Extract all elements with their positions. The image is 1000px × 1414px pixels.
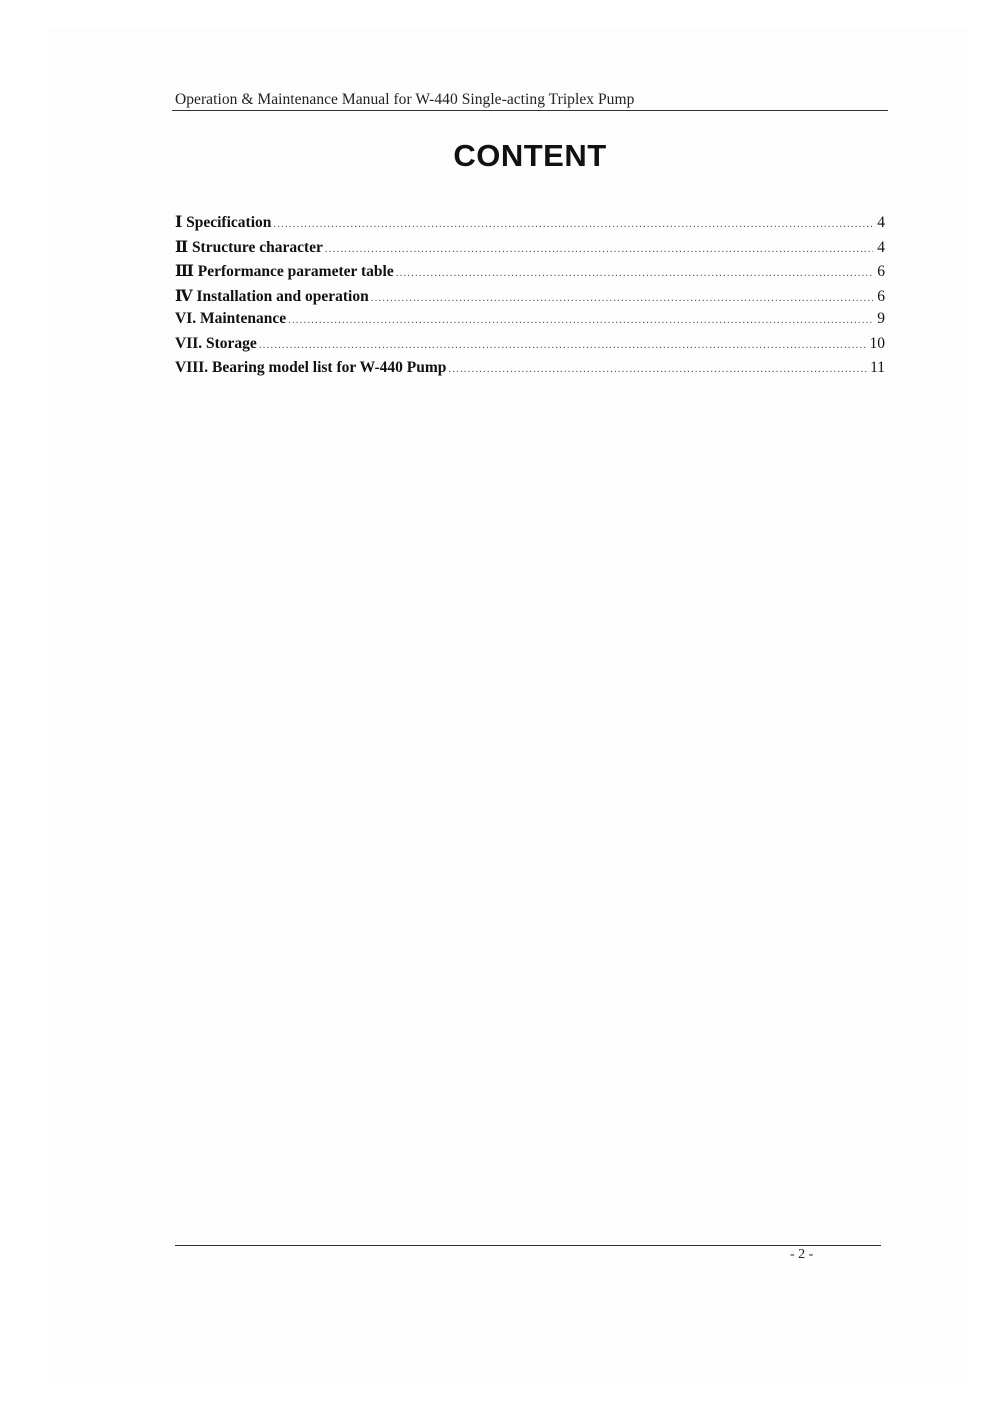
toc-entry-label: Ⅳ Installation and operation <box>175 287 369 305</box>
footer-rule <box>175 1245 881 1246</box>
toc-entry-page: 9 <box>877 310 885 327</box>
toc-dot-leader <box>371 292 873 304</box>
toc-entry-page: 4 <box>877 238 885 256</box>
toc-entry-page: 6 <box>877 263 885 280</box>
toc-entry-structure-character[interactable] <box>175 237 885 262</box>
toc-dot-leader <box>288 314 873 326</box>
toc-entry-specification[interactable] <box>175 212 885 237</box>
toc-entry-page: 10 <box>869 334 885 352</box>
toc-entry-page: 4 <box>877 214 885 231</box>
toc-dot-leader <box>325 243 873 255</box>
toc-entry-label: VIII. Bearing model list for W-440 Pump <box>175 359 447 376</box>
toc-entry-installation-and-operation[interactable] <box>175 286 885 311</box>
page-title: CONTENT <box>453 138 607 173</box>
toc-entry-performance-parameter-table[interactable] <box>175 261 885 286</box>
toc-entry-label: Ⅰ Specification <box>175 214 272 231</box>
toc-entry-label: VI. Maintenance <box>175 310 287 327</box>
toc-entry-label: VII. Storage <box>175 334 257 352</box>
toc-entry-label: Ⅲ Performance parameter table <box>175 263 394 280</box>
toc-dot-leader <box>273 218 873 230</box>
page-number: - 2 - <box>790 1247 814 1262</box>
toc-dot-leader <box>396 267 873 279</box>
table-of-contents <box>175 212 885 384</box>
toc-entry-page: 11 <box>870 359 885 376</box>
toc-entry-bearing-model-list[interactable] <box>175 359 885 384</box>
toc-entry-page: 6 <box>877 287 885 305</box>
toc-entry-storage[interactable] <box>175 335 885 360</box>
header-rule <box>172 110 888 111</box>
toc-dot-leader <box>259 339 868 351</box>
toc-entry-label: Ⅱ Structure character <box>175 238 323 256</box>
toc-entry-maintenance[interactable] <box>175 310 885 335</box>
toc-dot-leader <box>448 363 868 375</box>
running-header: Operation & Maintenance Manual for W-440 Single-acting Triplex Pump <box>175 91 635 108</box>
